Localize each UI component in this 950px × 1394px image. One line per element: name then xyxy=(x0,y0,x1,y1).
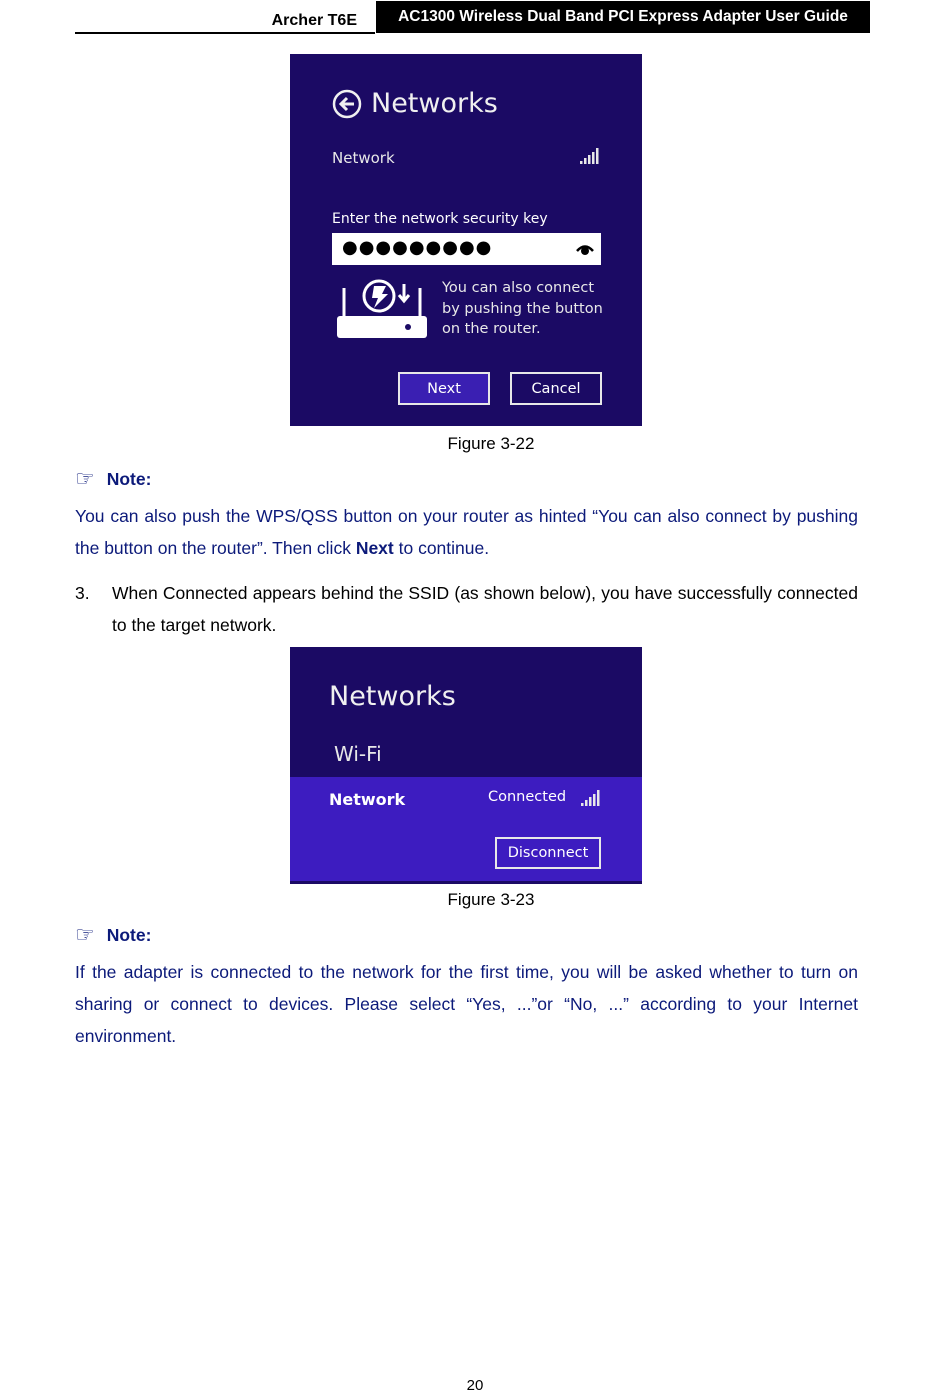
note-label: Note: xyxy=(106,468,152,489)
disconnect-button[interactable]: Disconnect xyxy=(495,837,601,869)
networks-connected-screenshot xyxy=(290,647,642,884)
next-button[interactable]: Next xyxy=(398,372,490,405)
note-text-part: to continue. xyxy=(393,538,490,558)
wps-hint-line: by pushing the button xyxy=(442,300,603,317)
password-dots: ●●●●●●●●● xyxy=(342,237,493,258)
wps-hint xyxy=(442,278,603,340)
router-wps-icon xyxy=(334,278,430,342)
note-heading xyxy=(75,922,151,948)
network-name: Network xyxy=(329,790,406,809)
signal-strength-icon xyxy=(581,790,601,806)
networks-password-screenshot xyxy=(290,54,642,426)
note-text-part: You can also push the WPS/QSS button on your router as hinted “You can also connect by pushing the button on the router”. Then click xyxy=(75,506,858,558)
show-password-eye-icon[interactable] xyxy=(576,242,594,256)
network-name[interactable]: Network xyxy=(332,149,395,167)
figure-border xyxy=(290,881,642,884)
pointing-hand-icon: ☞ xyxy=(75,922,95,947)
note-text: If the adapter is connected to the network for the first time, you will be asked whether to turn on sharing or connect to devices. Please select “Yes, ...”or “No, ...” according to your Internet environment. xyxy=(75,962,858,1046)
security-key-input[interactable] xyxy=(332,233,601,265)
note-label: Note: xyxy=(106,924,152,945)
networks-title: Networks xyxy=(329,681,456,712)
note-text xyxy=(75,500,858,564)
guide-title: AC1300 Wireless Dual Band PCI Express Adapter User Guide xyxy=(376,1,870,33)
back-arrow-icon[interactable] xyxy=(332,89,362,119)
wps-hint-line: on the router. xyxy=(442,321,541,337)
figure-caption: Figure 3-22 xyxy=(447,434,535,453)
step-number: 3. xyxy=(75,583,90,603)
note-heading xyxy=(75,466,151,492)
pointing-hand-icon: ☞ xyxy=(75,466,95,491)
figure-caption: Figure 3-23 xyxy=(447,890,535,909)
wifi-section-label: Wi-Fi xyxy=(334,742,382,766)
wps-hint-line: You can also connect xyxy=(442,280,595,296)
product-model: Archer T6E xyxy=(271,12,357,29)
note-text-bold: Next xyxy=(355,538,394,558)
connection-status: Connected xyxy=(488,789,567,805)
header-left xyxy=(75,10,375,34)
signal-strength-icon xyxy=(580,148,600,164)
security-key-label: Enter the network security key xyxy=(332,211,548,227)
cancel-button[interactable]: Cancel xyxy=(510,372,602,405)
networks-title: Networks xyxy=(371,88,498,119)
step-text: When Connected appears behind the SSID (as shown below), you have successfully connected to the target network. xyxy=(112,583,858,635)
page-number: 20 xyxy=(466,1377,484,1394)
